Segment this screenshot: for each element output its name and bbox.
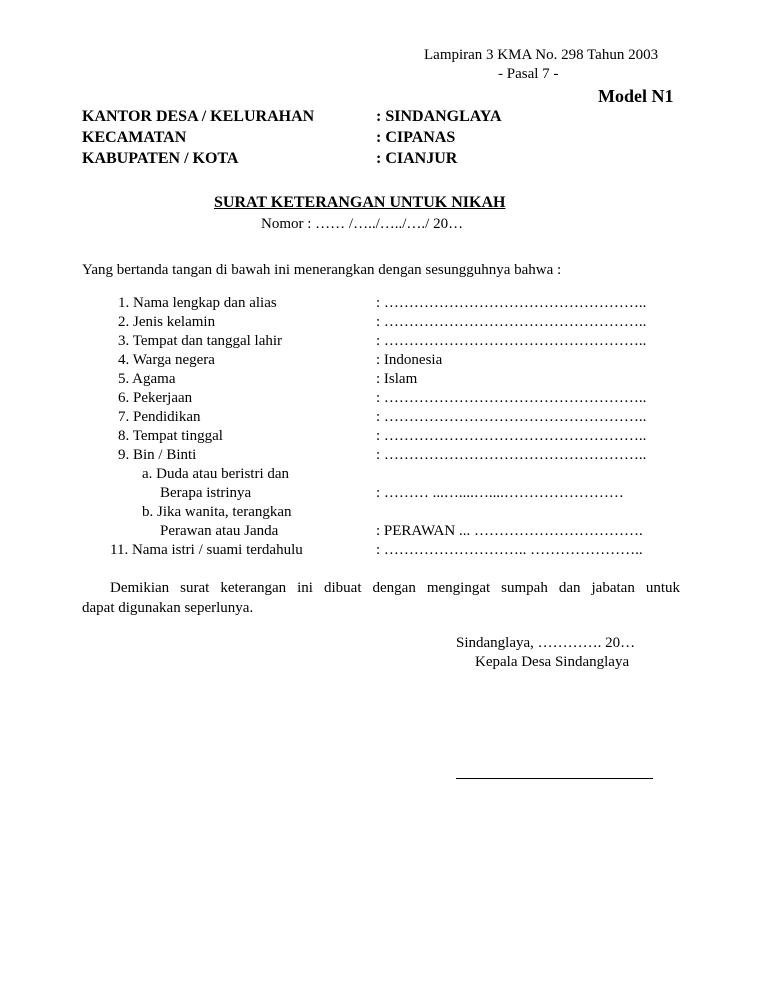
field-value: : Indonesia [376,352,443,368]
signature-place-date: Sindanglaya, …………. 20… [456,635,636,651]
field-row [0,484,768,503]
model-label: Model N1 [598,86,674,106]
field-row [0,370,768,389]
field-label: 7. Pendidikan [118,409,201,425]
field-label: Perawan atau Janda [160,523,279,539]
office-label-kabupaten: KABUPATEN / KOTA [82,150,239,167]
field-label: 1. Nama lengkap dan alias [118,295,277,311]
field-value: : Islam [376,371,418,387]
field-value: : …………………………………………….. [376,295,647,311]
field-row [0,408,768,427]
field-label: a. Duda atau beristri dan [142,466,290,482]
field-row [0,427,768,446]
field-row [0,332,768,351]
signature-title: Kepala Desa Sindanglaya [475,654,630,670]
office-label-desa: KANTOR DESA / KELURAHAN [82,108,315,125]
lampiran-reference: Lampiran 3 KMA No. 298 Tahun 2003 [424,47,659,63]
field-value: : ……………………….. ………………….. [376,542,643,558]
closing-line-1: Demikian surat keterangan ini dibuat dengan mengingat sumpah dan jabatan untuk [110,580,680,596]
closing-line-2: dapat digunakan seperlunya. [82,600,254,616]
field-row [0,541,768,560]
field-label: 9. Bin / Binti [118,447,197,463]
field-label: 11. Nama istri / suami terdahulu [110,542,303,558]
office-value-kabupaten: : CIANJUR [376,150,458,167]
field-value: : …………………………………………….. [376,333,647,349]
field-label: 4. Warga negera [118,352,215,368]
field-value: : …………………………………………….. [376,390,647,406]
field-label: Berapa istrinya [160,485,252,501]
field-value: : …………………………………………….. [376,428,647,444]
field-row [0,503,768,522]
field-row [0,313,768,332]
field-row [0,446,768,465]
office-value-desa: : SINDANGLAYA [376,108,502,125]
document-title: SURAT KETERANGAN UNTUK NIKAH [214,194,506,211]
field-value: : ……… ...…....…....…………………… [376,485,624,501]
office-label-kecamatan: KECAMATAN [82,129,187,146]
field-value: : …………………………………………….. [376,409,647,425]
field-row [0,389,768,408]
field-label: 8. Tempat tinggal [118,428,223,444]
signature-line [456,778,653,779]
intro-text: Yang bertanda tangan di bawah ini menerangkan dengan sesungguhnya bahwa : [82,262,562,278]
field-row [0,465,768,484]
field-row [0,522,768,541]
field-value: : PERAWAN ... ……………………………. [376,523,643,539]
nomor-label: Nomor : [261,216,312,232]
pasal-reference: - Pasal 7 - [498,66,559,82]
nomor-line [261,215,463,233]
field-value: : …………………………………………….. [376,447,647,463]
office-value-kecamatan: : CIPANAS [376,129,456,146]
nomor-value: …… /…../…../…./ 20… [315,216,464,232]
field-row [0,351,768,370]
field-label: b. Jika wanita, terangkan [142,504,292,520]
field-label: 5. Agama [118,371,176,387]
field-label: 6. Pekerjaan [118,390,193,406]
field-value: : …………………………………………….. [376,314,647,330]
field-label: 3. Tempat dan tanggal lahir [118,333,283,349]
field-label: 2. Jenis kelamin [118,314,216,330]
field-row [0,294,768,313]
